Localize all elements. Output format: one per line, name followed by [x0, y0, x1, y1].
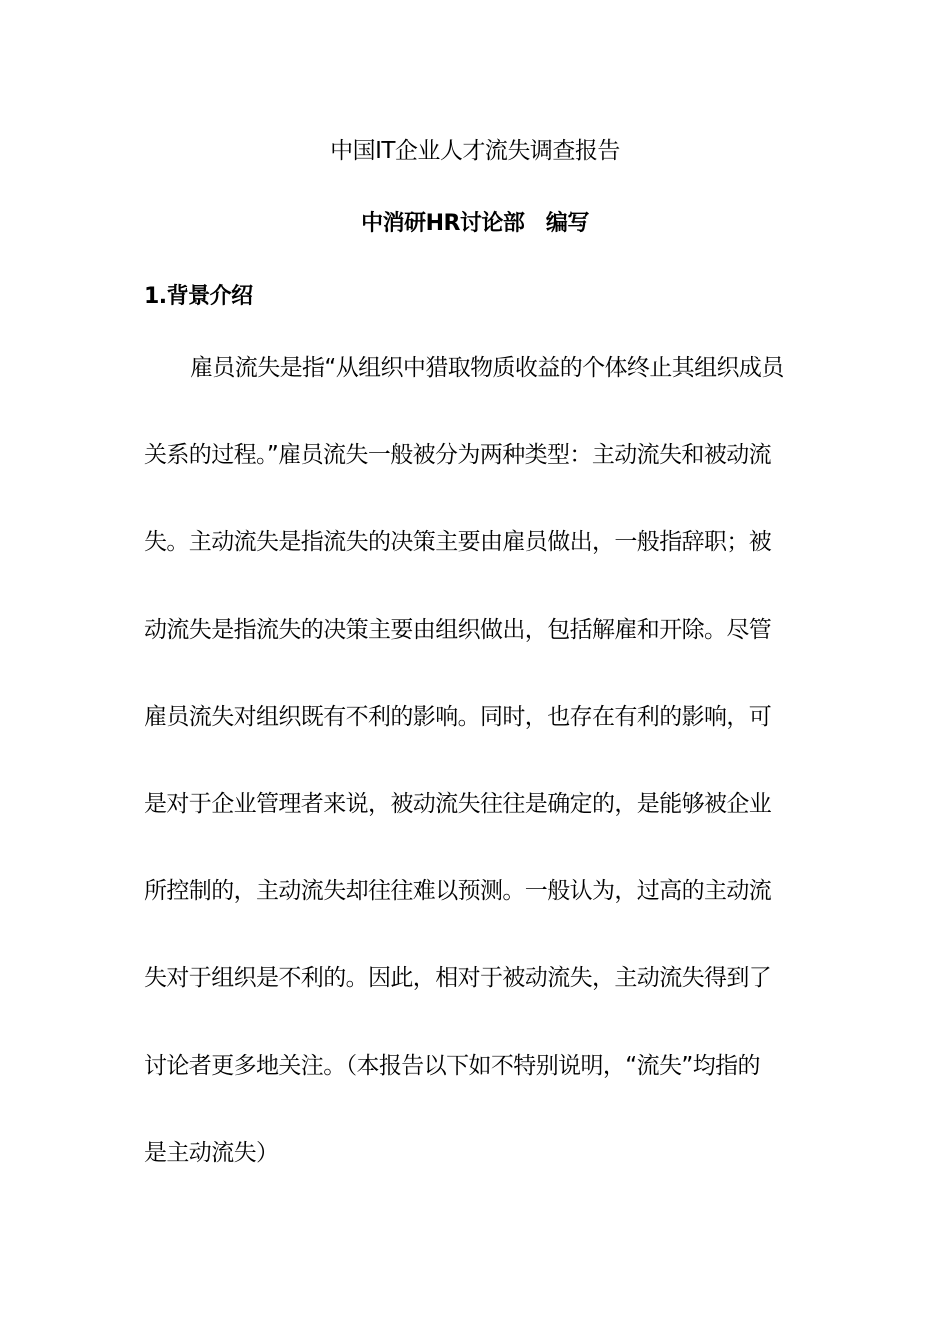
paragraph-line: 雇员流失对组织既有不利的影响。同时，也存在有利的影响，可 — [144, 703, 772, 730]
section-heading: 1.背景介绍 — [144, 284, 253, 309]
paragraph-line: 动流失是指流失的决策主要由组织做出，包括解雇和开除。尽管 — [144, 616, 772, 643]
document-subtitle: 中消研HR讨论部 编写 — [361, 211, 589, 236]
paragraph-line: 所控制的，主动流失却往往难以预测。一般认为，过高的主动流 — [144, 878, 772, 905]
paragraph-line: 是对于企业管理者来说，被动流失往往是确定的，是能够被企业 — [144, 790, 772, 817]
paragraph-line: 关系的过程。”雇员流失一般被分为两种类型：主动流失和被动流 — [144, 442, 772, 469]
paragraph-line: 失。主动流失是指流失的决策主要由雇员做出，一般指辞职；被 — [144, 529, 772, 556]
document-title: 中国IT企业人才流失调查报告 — [330, 138, 620, 164]
paragraph-line: 是主动流失） — [144, 1139, 279, 1166]
paragraph-line: 失对于组织是不利的。因此，相对于被动流失，主动流失得到了 — [144, 965, 772, 992]
paragraph-line: 雇员流失是指“从组织中猎取物质收益的个体终止其组织成员 — [190, 355, 784, 381]
paragraph-line: 讨论者更多地关注。（本报告以下如不特别说明，“流失”均指的 — [144, 1052, 760, 1079]
body-paragraph — [144, 350, 809, 1222]
